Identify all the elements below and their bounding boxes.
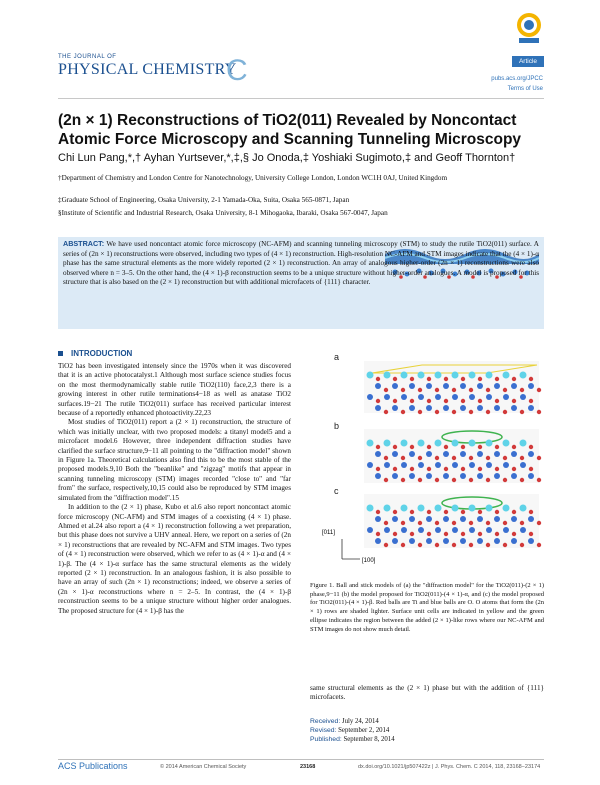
- oxygen-atom: [384, 462, 390, 468]
- oxygen-atom: [477, 405, 483, 411]
- titanium-atom: [486, 478, 490, 482]
- oxygen-atom: [367, 440, 374, 447]
- titanium-atom: [486, 521, 490, 525]
- titanium-atom: [401, 478, 405, 482]
- titanium-atom: [461, 399, 465, 403]
- oxygen-atom: [460, 473, 466, 479]
- titanium-atom: [435, 456, 439, 460]
- titanium-atom: [478, 510, 482, 514]
- acs-publications-logo: ACS Publications: [58, 761, 128, 771]
- titanium-atom: [452, 521, 456, 525]
- oxygen-atom: [494, 473, 500, 479]
- titanium-atom: [427, 399, 431, 403]
- titanium-atom: [469, 478, 473, 482]
- article-title: (2n × 1) Reconstructions of TiO2(011) Revealed by Noncontact Atomic Force Microscopy and Scanning Tunneling Microscopy: [58, 112, 522, 148]
- titanium-atom: [384, 388, 388, 392]
- oxygen-atom: [477, 538, 483, 544]
- date-revised: Revised: September 2, 2014: [310, 727, 390, 734]
- titanium-atom: [495, 377, 499, 381]
- titanium-atom: [520, 388, 524, 392]
- titanium-atom: [410, 532, 414, 536]
- titanium-atom: [520, 478, 524, 482]
- titanium-atom: [478, 399, 482, 403]
- oxygen-atom: [409, 451, 415, 457]
- oxygen-atom: [469, 462, 475, 468]
- oxygen-atom: [443, 405, 449, 411]
- titanium-atom: [512, 377, 516, 381]
- oxygen-atom: [384, 372, 391, 379]
- titanium-atom: [444, 510, 448, 514]
- titanium-atom: [529, 377, 533, 381]
- oxygen-atom: [503, 462, 509, 468]
- oxygen-atom: [528, 405, 534, 411]
- titanium-atom: [418, 543, 422, 547]
- titanium-atom: [393, 510, 397, 514]
- open-access-badge-icon: [515, 12, 543, 44]
- titanium-atom: [512, 532, 516, 536]
- oxygen-atom: [426, 451, 432, 457]
- oxygen-atom: [511, 516, 517, 522]
- titanium-atom: [384, 456, 388, 460]
- titanium-atom: [469, 456, 473, 460]
- oxygen-atom: [435, 505, 442, 512]
- titanium-atom: [478, 445, 482, 449]
- journal-url-link[interactable]: pubs.acs.org/JPCC: [491, 76, 543, 82]
- titanium-atom: [376, 377, 380, 381]
- oxygen-atom: [452, 440, 459, 447]
- titanium-atom: [410, 467, 414, 471]
- titanium-atom: [503, 543, 507, 547]
- titanium-atom: [401, 456, 405, 460]
- affiliation-1: †Department of Chemistry and London Centre for Nanotechnology, University College London, London WC1H 0AJ, United Kingdom: [58, 174, 448, 182]
- titanium-atom: [410, 445, 414, 449]
- oxygen-atom: [511, 383, 517, 389]
- oxygen-atom: [401, 462, 407, 468]
- oxygen-atom: [375, 383, 381, 389]
- terms-of-use-link[interactable]: Terms of Use: [507, 86, 543, 92]
- titanium-atom: [427, 445, 431, 449]
- titanium-atom: [427, 467, 431, 471]
- titanium-atom: [376, 399, 380, 403]
- oxygen-atom: [486, 394, 492, 400]
- oxygen-atom: [392, 473, 398, 479]
- oxygen-atom: [477, 473, 483, 479]
- titanium-atom: [401, 543, 405, 547]
- titanium-atom: [427, 510, 431, 514]
- date-published: Published: September 8, 2014: [310, 736, 395, 743]
- titanium-atom: [495, 467, 499, 471]
- titanium-atom: [410, 510, 414, 514]
- axis-label-100: [100]: [362, 558, 376, 564]
- titanium-atom: [384, 478, 388, 482]
- oxygen-atom: [494, 516, 500, 522]
- oxygen-atom: [452, 505, 459, 512]
- oxygen-atom: [520, 462, 526, 468]
- right-column-text: same structural elements as the (2 × 1) phase but with the addition of {111} microfacets.: [310, 684, 544, 702]
- titanium-atom: [444, 532, 448, 536]
- titanium-atom: [401, 388, 405, 392]
- figure-panel-label-b: b: [334, 421, 340, 431]
- author-list: Chi Lun Pang,*,† Ayhan Yurtsever,*,‡,§ Jo Onoda,‡ Yoshiaki Sugimoto,‡ and Geoff Thornton†: [58, 152, 516, 164]
- titanium-atom: [503, 521, 507, 525]
- oxygen-atom: [367, 505, 374, 512]
- journal-name-line2: PHYSICAL CHEMISTRY: [58, 61, 237, 78]
- oxygen-atom: [384, 394, 390, 400]
- titanium-atom: [486, 543, 490, 547]
- titanium-atom: [435, 543, 439, 547]
- oxygen-atom: [392, 383, 398, 389]
- oxygen-atom: [486, 462, 492, 468]
- footer-rule: [58, 759, 544, 760]
- titanium-atom: [495, 399, 499, 403]
- abstract-text: We have used noncontact atomic force microscopy (NC-AFM) and scanning tunneling microscopy (STM) to study the rutile TiO2(011) surface. A series of (2n × 1) reconstructions were observed, including two types of (4 × 1) reconstruction. High-resolution NC-AFM and STM images indicate that the (4 × 1)-α phase has the same structural elements as the more widely reported (2 × 1) reconstruction. An array of analogous higher-order (2n × 1) reconstructions were also observed where n = 3–5. On the other hand, the (4 × 1)-β reconstruction seems to be a unique structure without higher-order analogues. A model is proposed for this structure that is also based on the (2 × 1) reconstruction but with additional microfacets of {111} character.: [63, 240, 539, 287]
- oxygen-atom: [418, 527, 424, 533]
- oxygen-atom: [426, 516, 432, 522]
- oxygen-atom: [511, 451, 517, 457]
- journal-letter: C: [226, 54, 248, 87]
- figure-panel-label-a: a: [334, 352, 340, 362]
- figure-panel-label-c: c: [334, 486, 339, 496]
- titanium-atom: [503, 410, 507, 414]
- oxygen-atom: [392, 516, 398, 522]
- oxygen-atom: [426, 405, 432, 411]
- abstract-label: ABSTRACT:: [63, 239, 105, 248]
- oxygen-atom: [528, 516, 534, 522]
- oxygen-atom: [528, 473, 534, 479]
- titanium-atom: [401, 521, 405, 525]
- figure-1-caption: Figure 1. Ball and stick models of (a) the "diffraction model" for the TiO2(011)-(2 × 1) phase,9−11 (b) the model proposed for TiO2(011)-(4 × 1)-α, and (c) the model proposed for TiO2(011)-(4 × 1)-β. Red balls are Ti and blue balls are O. O atoms that form the (2n × 1) rows are shaded lighter. Surface unit cells are indicated in yellow and the green ellipse indicates the region between the added (2 × 1)-like rows where our NC-AFM and STM images do not show much detail.: [310, 582, 544, 633]
- oxygen-atom: [409, 538, 415, 544]
- date-received: Received: July 24, 2014: [310, 718, 379, 725]
- oxygen-atom: [375, 451, 381, 457]
- titanium-atom: [452, 388, 456, 392]
- titanium-atom: [393, 377, 397, 381]
- titanium-atom: [486, 456, 490, 460]
- oxygen-atom: [520, 372, 527, 379]
- oxygen-atom: [469, 505, 476, 512]
- oxygen-atom: [435, 462, 441, 468]
- titanium-atom: [427, 532, 431, 536]
- titanium-atom: [520, 521, 524, 525]
- oxygen-atom: [426, 473, 432, 479]
- copyright: © 2014 American Chemical Society: [160, 764, 247, 770]
- titanium-atom: [393, 445, 397, 449]
- oxygen-atom: [418, 394, 424, 400]
- titanium-atom: [495, 510, 499, 514]
- article-dates: [310, 717, 544, 744]
- titanium-atom: [435, 388, 439, 392]
- oxygen-atom: [409, 383, 415, 389]
- titanium-atom: [384, 543, 388, 547]
- oxygen-atom: [452, 394, 458, 400]
- oxygen-atom: [503, 505, 510, 512]
- oxygen-atom: [409, 473, 415, 479]
- titanium-atom: [418, 521, 422, 525]
- oxygen-atom: [435, 394, 441, 400]
- titanium-atom: [401, 410, 405, 414]
- oxygen-atom: [520, 440, 527, 447]
- oxygen-atom: [426, 538, 432, 544]
- oxygen-atom: [392, 451, 398, 457]
- oxygen-atom: [426, 383, 432, 389]
- oxygen-atom: [392, 405, 398, 411]
- oxygen-atom: [460, 405, 466, 411]
- intro-paragraph-1: TiO2 has been investigated intensely since the 1970s when it was discovered that it is an active photocatalyst.1 Although most surface science studies focus on the most thermodynamically stable rutile TiO2(110) face,2,3 there is a growing interest in other rutile terminations4−18 as well as anatase TiO2 surfaces.19−21 The rutile TiO2(011) surface has received particular interest because of a reportedly enhanced photoactivity.22,23: [58, 362, 291, 418]
- titanium-atom: [469, 388, 473, 392]
- titanium-atom: [393, 467, 397, 471]
- oxygen-atom: [528, 383, 534, 389]
- oxygen-atom: [452, 372, 459, 379]
- oxygen-atom: [418, 440, 425, 447]
- titanium-atom: [452, 543, 456, 547]
- titanium-atom: [512, 467, 516, 471]
- titanium-atom: [529, 532, 533, 536]
- abstract: [63, 239, 539, 288]
- titanium-atom: [469, 521, 473, 525]
- titanium-atom: [537, 456, 541, 460]
- oxygen-atom: [494, 451, 500, 457]
- oxygen-atom: [452, 462, 458, 468]
- titanium-atom: [444, 399, 448, 403]
- doi-citation[interactable]: dx.doi.org/10.1021/jp507422z | J. Phys. Chem. C 2014, 118, 23168−23174: [358, 764, 541, 770]
- oxygen-atom: [460, 516, 466, 522]
- oxygen-atom: [375, 516, 381, 522]
- oxygen-atom: [469, 372, 476, 379]
- oxygen-atom: [469, 527, 475, 533]
- titanium-atom: [384, 521, 388, 525]
- titanium-atom: [537, 410, 541, 414]
- oxygen-atom: [494, 383, 500, 389]
- oxygen-atom: [392, 538, 398, 544]
- oxygen-atom: [469, 394, 475, 400]
- oxygen-atom: [375, 473, 381, 479]
- titanium-atom: [444, 445, 448, 449]
- titanium-atom: [461, 510, 465, 514]
- titanium-atom: [452, 478, 456, 482]
- oxygen-atom: [384, 505, 391, 512]
- titanium-atom: [529, 399, 533, 403]
- oxygen-atom: [528, 538, 534, 544]
- oxygen-atom: [511, 538, 517, 544]
- oxygen-atom: [503, 372, 510, 379]
- titanium-atom: [537, 521, 541, 525]
- titanium-atom: [478, 377, 482, 381]
- titanium-atom: [478, 467, 482, 471]
- titanium-atom: [393, 399, 397, 403]
- oxygen-atom: [435, 372, 442, 379]
- oxygen-atom: [469, 440, 476, 447]
- oxygen-atom: [511, 405, 517, 411]
- oxygen-atom: [367, 462, 373, 468]
- oxygen-atom: [409, 516, 415, 522]
- oxygen-atom: [418, 372, 425, 379]
- titanium-atom: [410, 377, 414, 381]
- titanium-atom: [529, 445, 533, 449]
- titanium-atom: [520, 410, 524, 414]
- oxygen-atom: [477, 383, 483, 389]
- titanium-atom: [435, 478, 439, 482]
- titanium-atom: [384, 410, 388, 414]
- titanium-atom: [376, 445, 380, 449]
- titanium-atom: [512, 399, 516, 403]
- titanium-atom: [461, 467, 465, 471]
- oxygen-atom: [460, 538, 466, 544]
- affiliation-3: §Institute of Scientific and Industrial Research, Osaka University, 8-1 Mihogaoka, Ibaraki, Osaka 567-0047, Japan: [58, 209, 388, 217]
- oxygen-atom: [443, 538, 449, 544]
- oxygen-atom: [418, 505, 425, 512]
- oxygen-atom: [435, 527, 441, 533]
- intro-paragraph-2: Most studies of TiO2(011) report a (2 × 1) reconstruction, the structure of which was initially unclear, with two proposed models: a titanyl model5 and a microfacet model.6 However, three independent diffraction studies have clarified the surface structure,9−11 all pointing to the "diffraction model" shown in Figure 1a. Theoretical calculations also find this to be the most stable of the proposed models.9,10 Both the "beanlike" and "zigzag" motifs that appear in scanning tunneling microscopy (STM) images recorded "close to" and "far from" the surface, respectively,10,15 could also be reproduced by STM images simulated from the "diffraction model".15: [58, 418, 291, 502]
- titanium-atom: [444, 467, 448, 471]
- titanium-atom: [418, 456, 422, 460]
- oxygen-atom: [477, 516, 483, 522]
- titanium-atom: [495, 445, 499, 449]
- oxygen-atom: [435, 440, 442, 447]
- oxygen-atom: [511, 473, 517, 479]
- titanium-atom: [444, 377, 448, 381]
- titanium-atom: [461, 377, 465, 381]
- figure-1-ball-stick-models: [312, 351, 544, 576]
- titanium-atom: [503, 456, 507, 460]
- oxygen-atom: [384, 527, 390, 533]
- oxygen-atom: [460, 383, 466, 389]
- oxygen-atom: [503, 394, 509, 400]
- titanium-atom: [520, 456, 524, 460]
- titanium-atom: [393, 532, 397, 536]
- page-number: 23168: [300, 764, 316, 770]
- titanium-atom: [512, 510, 516, 514]
- titanium-atom: [452, 456, 456, 460]
- titanium-atom: [537, 543, 541, 547]
- titanium-atom: [537, 478, 541, 482]
- header-rule: [58, 98, 544, 99]
- section-heading-introduction: INTRODUCTION: [58, 349, 132, 358]
- titanium-atom: [537, 388, 541, 392]
- oxygen-atom: [401, 372, 408, 379]
- oxygen-atom: [409, 405, 415, 411]
- oxygen-atom: [477, 451, 483, 457]
- oxygen-atom: [375, 538, 381, 544]
- oxygen-atom: [494, 405, 500, 411]
- article-type-tag: Article: [512, 56, 544, 67]
- oxygen-atom: [503, 440, 510, 447]
- titanium-atom: [452, 410, 456, 414]
- oxygen-atom: [520, 505, 527, 512]
- titanium-atom: [410, 399, 414, 403]
- oxygen-atom: [367, 394, 373, 400]
- titanium-atom: [418, 388, 422, 392]
- titanium-atom: [469, 543, 473, 547]
- axis-arrows: [342, 539, 360, 559]
- header-links: [491, 74, 543, 94]
- oxygen-atom: [460, 451, 466, 457]
- titanium-atom: [435, 521, 439, 525]
- titanium-atom: [435, 410, 439, 414]
- titanium-atom: [486, 410, 490, 414]
- oxygen-atom: [367, 372, 374, 379]
- oxygen-atom: [494, 538, 500, 544]
- axis-label-011: [011]: [322, 530, 335, 536]
- oxygen-atom: [486, 505, 493, 512]
- oxygen-atom: [443, 516, 449, 522]
- titanium-atom: [376, 510, 380, 514]
- titanium-atom: [503, 388, 507, 392]
- titanium-atom: [512, 445, 516, 449]
- titanium-atom: [418, 478, 422, 482]
- oxygen-atom: [520, 394, 526, 400]
- titanium-atom: [495, 532, 499, 536]
- titanium-atom: [376, 532, 380, 536]
- oxygen-atom: [384, 440, 391, 447]
- oxygen-atom: [503, 527, 509, 533]
- titanium-atom: [520, 543, 524, 547]
- oxygen-atom: [520, 527, 526, 533]
- affiliation-2: ‡Graduate School of Engineering, Osaka University, 2-1 Yamada-Oka, Suita, Osaka 565-0871, Japan: [58, 196, 350, 204]
- oxygen-atom: [443, 383, 449, 389]
- oxygen-atom: [486, 527, 492, 533]
- titanium-atom: [503, 478, 507, 482]
- oxygen-atom: [367, 527, 373, 533]
- oxygen-atom: [401, 527, 407, 533]
- titanium-atom: [418, 410, 422, 414]
- oxygen-atom: [375, 405, 381, 411]
- titanium-atom: [376, 467, 380, 471]
- oxygen-atom: [418, 462, 424, 468]
- titanium-atom: [469, 410, 473, 414]
- journal-name-line1: THE JOURNAL OF: [58, 54, 117, 60]
- oxygen-atom: [443, 473, 449, 479]
- oxygen-atom: [401, 394, 407, 400]
- oxygen-atom: [443, 451, 449, 457]
- titanium-atom: [461, 532, 465, 536]
- titanium-atom: [427, 377, 431, 381]
- titanium-atom: [478, 532, 482, 536]
- titanium-atom: [529, 467, 533, 471]
- oxygen-atom: [486, 440, 493, 447]
- oxygen-atom: [486, 372, 493, 379]
- oxygen-atom: [401, 505, 408, 512]
- oxygen-atom: [528, 451, 534, 457]
- oxygen-atom: [401, 440, 408, 447]
- oxygen-atom: [452, 527, 458, 533]
- section-bullet-icon: [58, 351, 63, 356]
- titanium-atom: [461, 445, 465, 449]
- titanium-atom: [486, 388, 490, 392]
- introduction-body: [58, 362, 291, 616]
- titanium-atom: [529, 510, 533, 514]
- intro-paragraph-3: In addition to the (2 × 1) phase, Kubo et al.6 also report noncontact atomic force microscopy (NC-AFM) and STM images of a coexisting (4 × 1) phase. Ahmed et al.24 also report a (4 × 1) reconstruction following a wet preparation, but this phase does not survive a UHV anneal. Here, we report on a series of (2n × 1) reconstructions that are revealed by NC-AFM and STM images. Two types of (4 × 1) reconstruction were observed, which we refer to as (4 × 1)-α and (4 × 1)-β. The (4 × 1)-α surface has the same structural elements as the widely reported (2 × 1) reconstruction. In an analogous fashion, it is also possible to have an array of such (2n × 1) reconstructions; indeed, we observe a series of (2n × 1)-α reconstructions where n = 2–5. In contrast, the (4 × 1)-β reconstruction seems to be a unique structure without higher order analogues. The proposed structure for (4 × 1)-β has the: [58, 503, 291, 615]
